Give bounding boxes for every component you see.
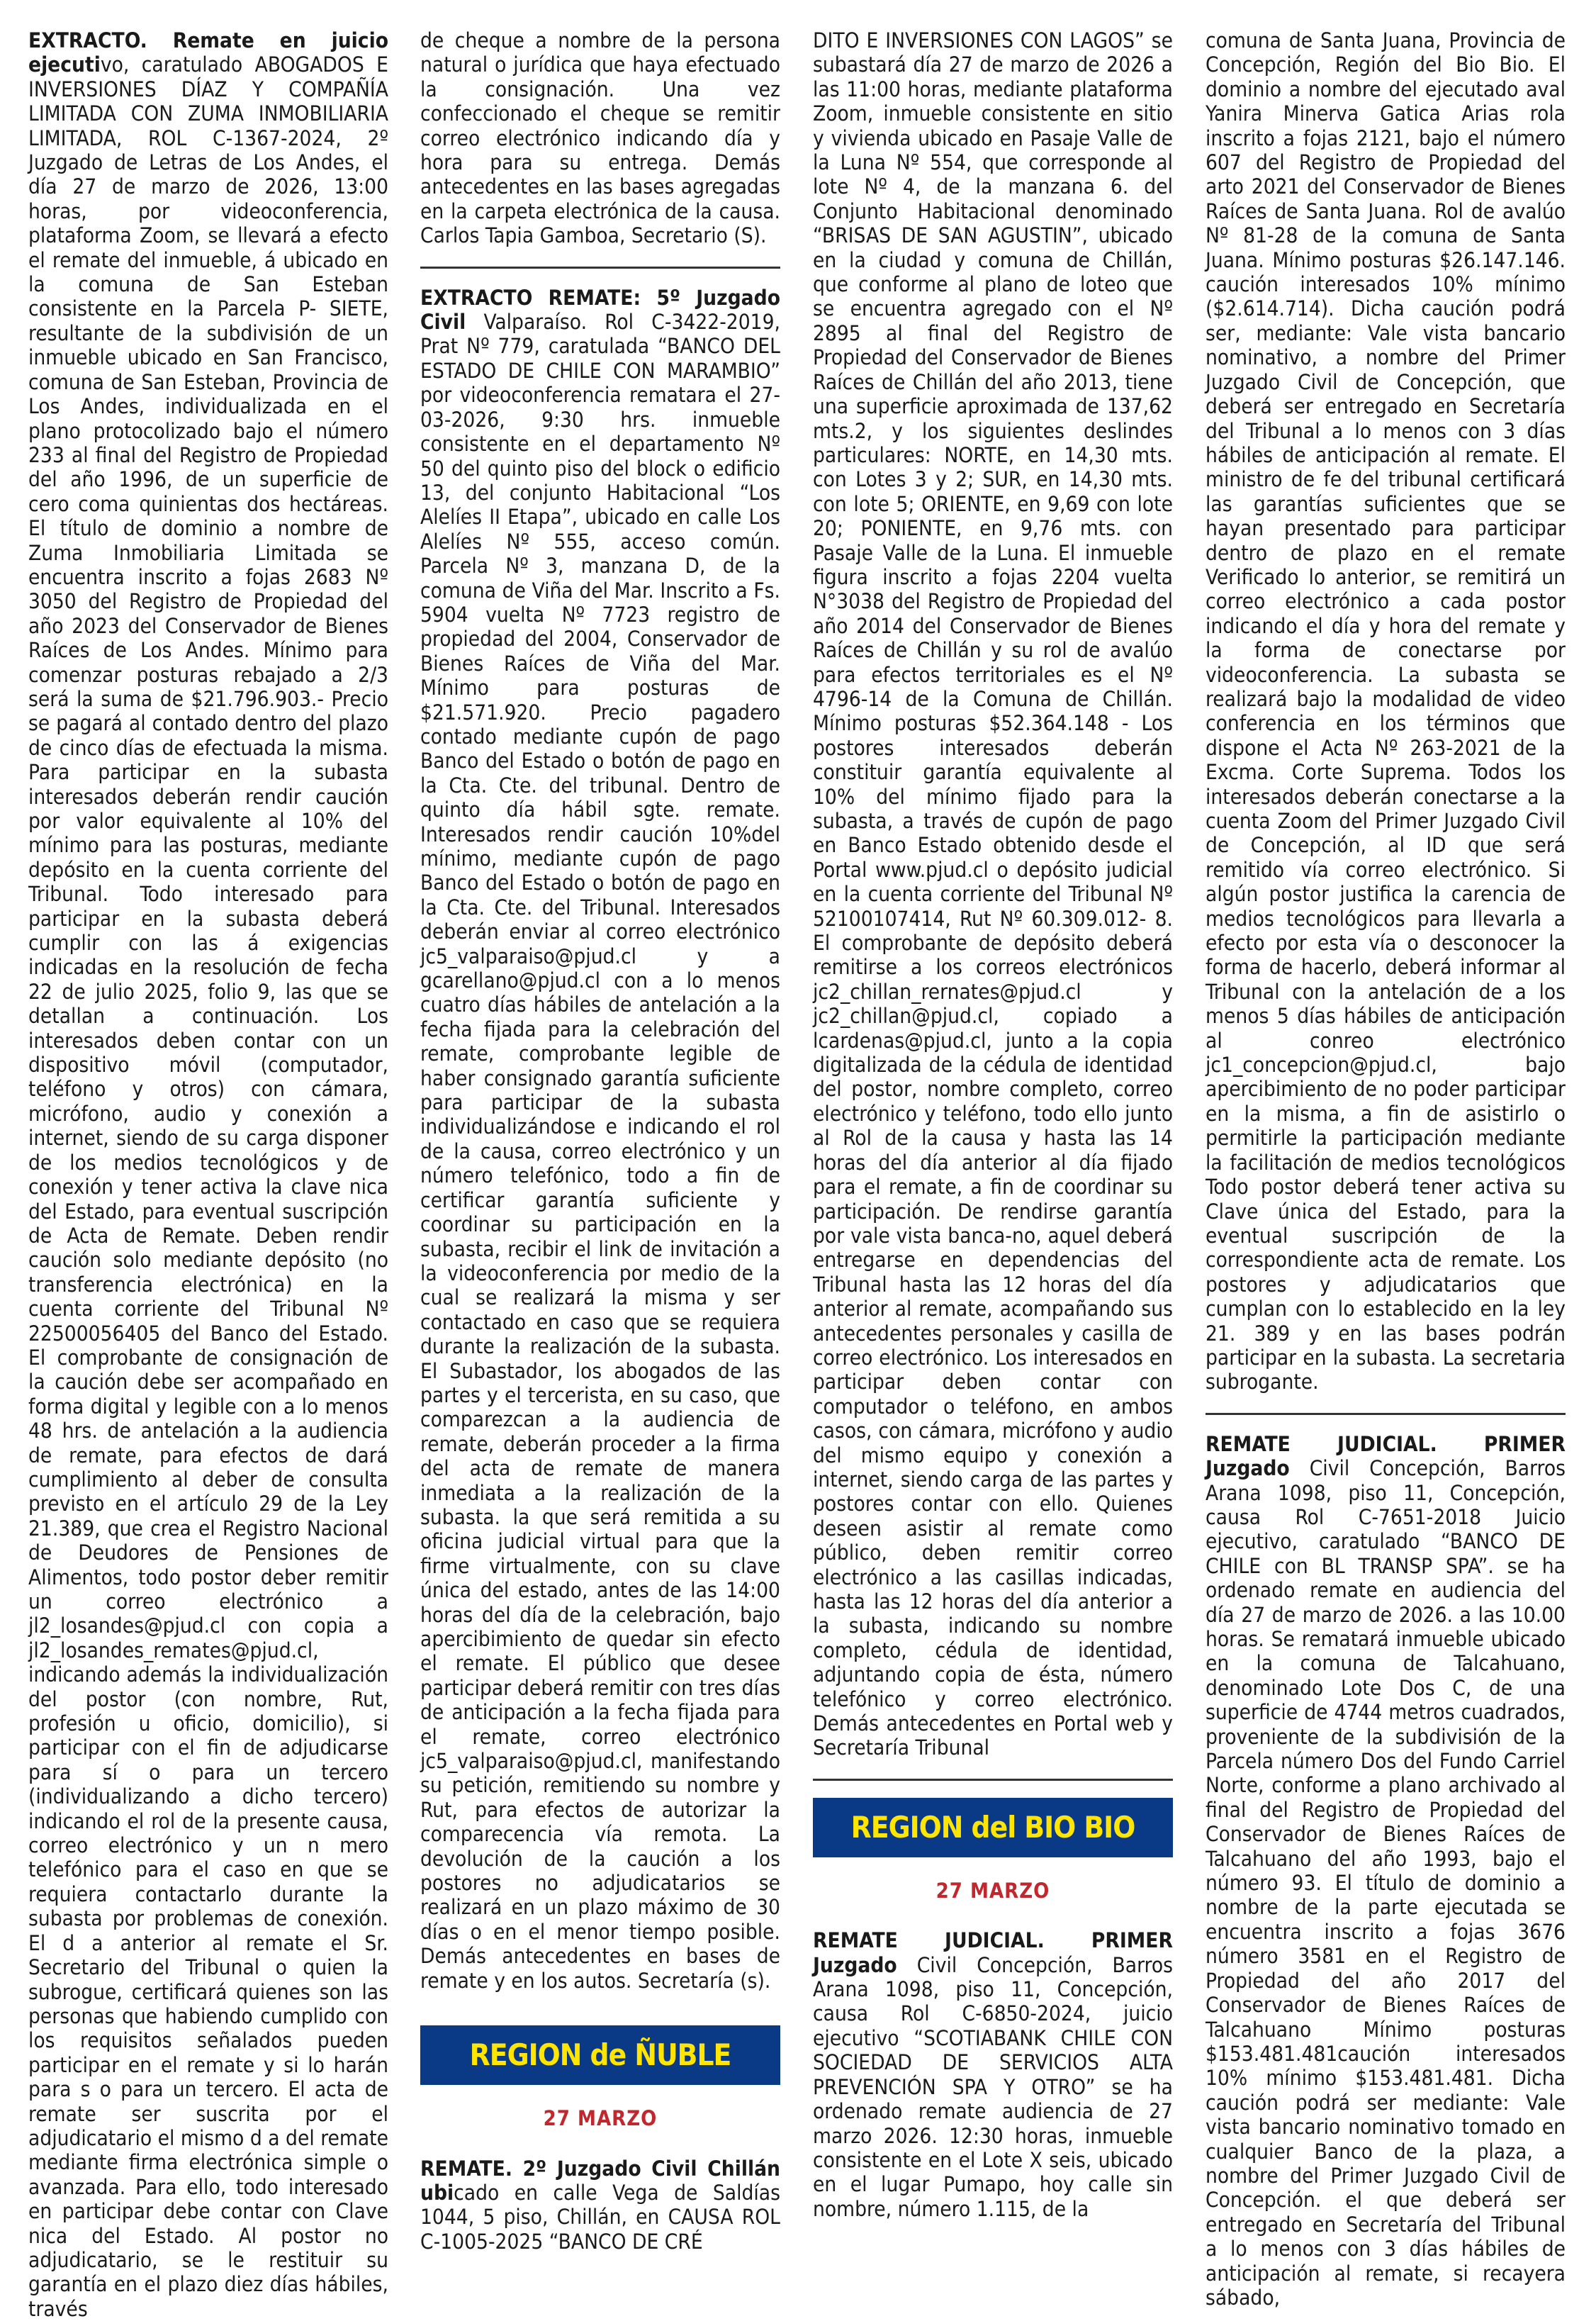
divider xyxy=(1206,1413,1566,1415)
section-date: 27 MARZO xyxy=(935,1878,1050,1903)
column-2 xyxy=(420,28,780,2286)
notice-body: Civil Concepción, Barros Arana 1098, piso 11, Concepción, causa Rol C-6850-2024, juicio ejecutivo “SCOTIABANK CHILE CON SOCIEDAD DE SERVICIOS ALTA PREVENCIÓN SPA Y OTRO” se ha ordenado remate audiencia de 27 marzo 2026. 12:30 horas, inmueble consistente en el Lote X seis, ubicado en el lugar Pumapo, hoy calle sin nombre, número 1.115, de la xyxy=(813,1952,1173,2221)
divider xyxy=(813,1779,1173,1781)
column-3 xyxy=(813,28,1173,2286)
notice-los-andes xyxy=(28,28,388,2321)
divider xyxy=(420,267,780,269)
notice-body: Valparaíso. Rol C-3422-2019, Prat Nº 779, caratulada “BANCO DEL ESTADO DE CHILE CON MARAMBIO” por videoconferencia rematara el 27-03-2026, 9:30 hrs. inmueble consistente en el departamento Nº 50 del quinto piso del block o edificio 13, del conjunto Habitacional “Los Alelíes II Etapa”, ubicado en calle Los Alelíes Nº 555, acceso común. Parcela Nº 3, manzana D, de la comuna de Viña del Mar. Inscrito a Fs. 5904 vuelta Nº 7723 registro de propiedad del 2004, Conservador de Bienes Raíces de Viña del Mar. Mínimo para posturas de $21.571.920. Precio pagadero contado mediante cupón de pago Banco del Estado o botón de pago en la Cta. Cte. del tribunal. Dentro de quinto día hábil sgte. remate. Interesados rendir caución 10%del mínimo, mediante cupón de pago Banco del Estado o botón de pago en la Cta. Cte. del Tribunal. Interesados deberán enviar al correo electrónico jc5_valparaiso@pjud.cl y a gcarellano@pjud.cl con a lo menos cuatro días hábiles de antelación a la fecha fijada para la celebración del remate, comprobante legible de haber consignado garantía suficiente para participar de la subasta individualizándose e indicando el rol de la causa, correo electrónico y un número telefónico, todo a fin de certificar garantía suficiente y coordinar su participación en la subasta, recibir el link de invitación a la videoconferencia por medio de la cual se realizará la misma y ser contactado en caso que se requiera durante la realización de la subasta. El Subastador, los abogados de las partes y el tercerista, en su caso, que comparezcan a la audiencia de remate, deberán proceder a la firma del acta de remate de manera inmediata a la realización de la subasta. la que será remitida a su oficina judicial virtual para que la firme virtualmente, con su clave única del estado, antes de las 14:00 horas del día de la celebración, bajo apercibimiento de quedar sin efecto el remate. El público que desee participar deberá remitir con tres días de anticipación a la fecha fijada para el remate, correo electrónico jc5_valparaiso@pjud.cl, manifestando su petición, remitiendo su nombre y Rut, para efectos de autorizar la comparecencia vía remota. La devolución de la caución a los postores no adjudicatarios se realizará en un plazo máximo de 30 días o en el menor tiempo posible. Demás antecedentes en bases de remate y en los autos. Secretaría (s). xyxy=(420,310,780,1993)
notice-title: EXTRACTO. Remate en juicio ejecuti xyxy=(28,28,388,77)
notice-concepcion-talcahuano xyxy=(1206,1432,1566,2310)
notice-body: Civil Concepción, Barros Arana 1098, piso 11, Concepción, causa Rol C-7651-2018 Juicio ejecutivo, caratulado “BANCO DE CHILE con BL TRANSP SPA”. se ha ordenado remate en audiencia del día 27 de marzo de 2026. a las 10.00 horas. Se rematará inmueble ubicado en la comuna de Talcahuano, denominado Lote Dos C, de una superficie de 4744 metros cuadrados, proveniente de la subdivisión de la Parcela número Dos del Fundo Carriel Norte, conforme a plano archivado al final del Registro de Propiedad del Conservador de Bienes Raíces de Talcahuano del año 1993, bajo el número 93. El título de dominio a nombre de la parte ejecutada se encuentra inscrito a fojas 3676 número 3581 en el Registro de Propiedad del año 2017 del Conservador de Bienes Raíces de Talcahuano Mínimo posturas $153.481.481caución interesados 10% mínimo $153.481.481. Dicha caución podrá ser mediante: Vale vista bancario nominativo tomado en cualquier Banco de la plaza, a nombre del Primer Juzgado Civil de Concepción. el que deberá ser entregado en Secretaría del Tribunal a lo menos con 3 días hábiles de anticipación al remate, si recayera sábado, xyxy=(1206,1456,1566,2310)
notice-body: vo, caratulado ABOGADOS E INVERSIONES DÍAZ Y COMPAÑÍA LIMITADA CON ZUMA INMOBILIARIA LIMITADA, ROL C-1367-2024, 2º Juzgado de Letras de Los Andes, el día 27 de marzo de 2026, 13:00 horas, por videoconferencia, plataforma Zoom, se llevará a efecto el remate del inmueble, á ubicado en la comuna de San Esteban consistente en la Parcela P- SIETE, resultante de la subdivisión de un inmueble ubicado en San Francisco, comuna de San Esteban, Provincia de Los Andes, individualizada en el plano protocolizado bajo el número 233 al final del Registro de Propiedad del año 1996, de un superficie de cero coma quinientas dos hectáreas. El título de dominio a nombre de Zuma Inmobiliaria Limitada se encuentra inscrito a fojas 2683 Nº 3050 del Registro de Propiedad del año 2023 del Conservador de Bienes Raíces de Los Andes. Mínimo para comenzar posturas rebajado a 2/3 será la suma de $21.796.903.- Precio se pagará al contado dentro del plazo de cinco días de efectuada la misma. Para participar en la subasta interesados deberán rendir caución por valor equivalente al 10% del mínimo para las posturas, mediante depósito en la cuenta corriente del Tribunal. Todo interesado para participar en la subasta deberá cumplir con las á exigencias indicadas en la resolución de fecha 22 de julio 2025, folio 9, las que se detallan a continuación. Los interesados deben contar con un dispositivo móvil (computador, teléfono y otros) con cámara, micrófono, audio y conexión a internet, siendo de su carga disponer de los medios tecnológicos y de conexión y tener activa la clave nica del Estado, para eventual suscripción de Acta de Remate. Deben rendir caución solo mediante depósito (no transferencia electrónica) en la cuenta corriente del Tribunal Nº 22500056405 del Banco del Estado. El comprobante de consignación de la caución debe ser acompañado en forma digital y legible con a lo menos 48 hrs. de antelación a la audiencia de remate, para efectos de dará cumplimiento al deber de consulta previsto en el artículo 29 de la Ley 21.389, que crea el Registro Nacional de Deudores de Pensiones de Alimentos, todo postor deber remitir un correo electrónico a jl2_losandes@pjud.cl con copia a jl2_losandes_remates@pjud.cl, indicando además la individualización del postor (con nombre, Rut, profesión u oficio, domicilio), si participar con el fin de adjudicarse para sí o para un tercero (individualizando a dicho tercero) indicando el rol de la presente causa, correo electrónico y un n mero telefónico para el caso en que se requiera contactarlo durante la subasta por problemas de conexión. El d a anterior al remate el Sr. Secretario del Tribunal o quien la subrogue, certificará quienes son las personas que habiendo cumplido con los requisitos señalados pueden participar en el remate y si lo harán para s o para un tercero. El acta de remate ser suscrita por el adjudicatario el mismo d a del remate mediante firma electrónica simple o avanzada. Para ello, todo interesado en participar debe contar con Clave nica del Estado. Al postor no adjudicatario, se le restituir su garantía en el plazo diez días hábiles, través xyxy=(28,52,388,2321)
section-date: 27 MARZO xyxy=(543,2106,658,2131)
notice-title: REMATE. 2º Juzgado Civil Chillán ubi xyxy=(420,2156,780,2205)
notice-chillan-continued: DITO E INVERSIONES CON LAGOS” se subastará día 27 de marzo de 2026 a las 11:00 horas, mediante plataforma Zoom, inmueble consistente en sitio y vivienda ubicado en Pasaje Valle de la Luna Nº 554, que corresponde al lote Nº 4, de la manzana 6. del Conjunto Habitacional denominado “BRISAS DE SAN AGUSTIN”, ubicado en la ciudad y comuna de Chillán, que conforme al plano de loteo que se encuentra agregado con el Nº 2895 al final del Registro de Propiedad del Conservador de Bienes Raíces de Chillán del año 2013, tiene una superficie aproximada de 137,62 mts.2, y los siguientes deslindes particulares: NORTE, en 14,30 mts. con Lotes 3 y 2; SUR, en 14,30 mts. con lote 5; ORIENTE, en 9,69 con lote 20; PONIENTE, en 9,76 mts. con Pasaje Valle de la Luna. El inmueble figura inscrito a fojas 2204 vuelta N°3038 del Registro de Propiedad del año 2014 del Conservador de Bienes Raíces de Chillán y su rol de avalúo para efectos territoriales es el Nº 4796-14 de la Comuna de Chillán. Mínimo posturas $52.364.148 - Los postores interesados deberán constituir garantía equivalente al 10% del mínimo fijado para la subasta, a través de cupón de pago en Banco Estado obtenido desde el Portal www.pjud.cl o depósito judicial en la cuenta corriente del Tribunal Nº 52100107414, Rut Nº 60.309.012- 8. El comprobante de depósito deberá remitirse a los correos electrónicos jc2_chillan_rernates@pjud.cl y jc2_chillan@pjud.cl, copiado a lcardenas@pjud.cl, junto a la copia digitalizada de la cédula de identidad del postor, nombre completo, correo electrónico y teléfono, todo ello junto al Rol de la causa y hasta las 14 horas del día anterior al día fijado para el remate, a fin de coordinar su participación. De rendirse garantía por vale vista banca-no, aquel deberá entregarse en dependencias del Tribunal hasta las 12 horas del día anterior al remate, acompañando sus antecedentes personales y casilla de correo electrónico. Los interesados en participar deben contar con computador o teléfono, en ambos casos, con cámara, micrófono y audio del mismo equipo y conexión a internet, siendo carga de las partes y postores contar con ello. Quienes deseen asistir al remate como público, deben remitir correo electrónico a las casillas indicadas, hasta las 12 horas del día anterior a la subasta, indicando su nombre completo, cédula de identidad, adjuntando copia de ésta, número telefónico y correo electrónico. Demás antecedentes en Portal web y Secretaría Tribunal xyxy=(813,28,1173,1760)
notice-body: cado en calle Vega de Saldías 1044, 5 piso, Chillán, en CAUSA ROL C-1005-2025 “BANCO DE CRÉ xyxy=(420,2180,780,2254)
region-banner-nuble: REGION de ÑUBLE xyxy=(420,2025,780,2085)
column-1 xyxy=(28,28,388,2321)
notice-title: REMATE JUDICIAL. PRIMER Juzgado xyxy=(1206,1431,1566,1481)
notice-concepcion-santa-juana xyxy=(813,1928,1173,2221)
notice-concepcion-santa-juana-continued: comuna de Santa Juana, Provincia de Concepción, Región del Bio Bio. El dominio a nombre del ejecutado aval Yanira Minerva Gatica Arias rola inscrito a fojas 2121, bajo el número 607 del Registro de Propiedad del arto 2021 del Conservador de Bienes Raíces de Santa Juana. Rol de avalúo Nº 81-28 de la comuna de Santa Juana. Mínimo posturas $26.147.146. caución interesados 10% mínimo ($2.614.714). Dicha caución podrá ser, mediante: Vale vista bancario nominativo, a nombre del Primer Juzgado Civil de Concepción, que deberá ser entregado en Secretaría del Tribunal a lo menos con 3 días hábiles de anticipación al remate. El ministro de fe del tribunal certificará las garantías suficientes que se hayan presentado para participar dentro de plazo en el remate Verificado lo anterior, se remitirá un correo electrónico a cada postor indicando el día y hora del remate y la forma de conectarse por videoconferencia. La subasta se realizará bajo la modalidad de video conferencia en los términos que dispone el Acta Nº 263-2021 de la Excma. Corte Suprema. Todos los interesados deberán conectarse a la cuenta Zoom del Primer Juzgado Civil de Concepción, al ID que será remitido vía correo electrónico. Si algún postor justifica la carencia de medios tecnológicos para llevarla a efecto por esta vía o desconocer la forma de hacerlo, deberá informar al Tribunal con la antelación de a los menos 5 días hábiles de anticipación al conreo electrónico jc1_concepcion@pjud.cl, bajo apercibimiento de no poder participar en la misma, a fin de asistirlo o permitirle la participación mediante la facilitación de medios tecnológicos Todo postor deberá tener activa su Clave única del Estado, para la eventual suscripción de la correspondiente acta de remate. Los postores y adjudicatarios que cumplan con lo establecido en la ley 21. 389 y en las bases podrán participar en la subasta. La secretaria subrogante. xyxy=(1206,28,1566,1394)
column-4 xyxy=(1206,28,1566,2310)
notice-title: REMATE JUDICIAL. PRIMER Juzgado xyxy=(813,1928,1173,1977)
notice-title: EXTRACTO REMATE: 5º Juzgado Civil xyxy=(420,285,780,335)
notice-chillan xyxy=(420,2157,780,2254)
notice-valparaiso xyxy=(420,286,780,1993)
region-banner-biobio: REGION del BIO BIO xyxy=(813,1798,1173,1857)
notice-los-andes-continued: de cheque a nombre de la persona natural o jurídica que haya efectuado la consignación. Una vez confeccionado el cheque se remitir correo electrónico indicando día y hora para su entrega. Demás antecedentes en las bases agregadas en la carpeta electrónica de la causa. Carlos Tapia Gamboa, Secretario (S). xyxy=(420,28,780,248)
